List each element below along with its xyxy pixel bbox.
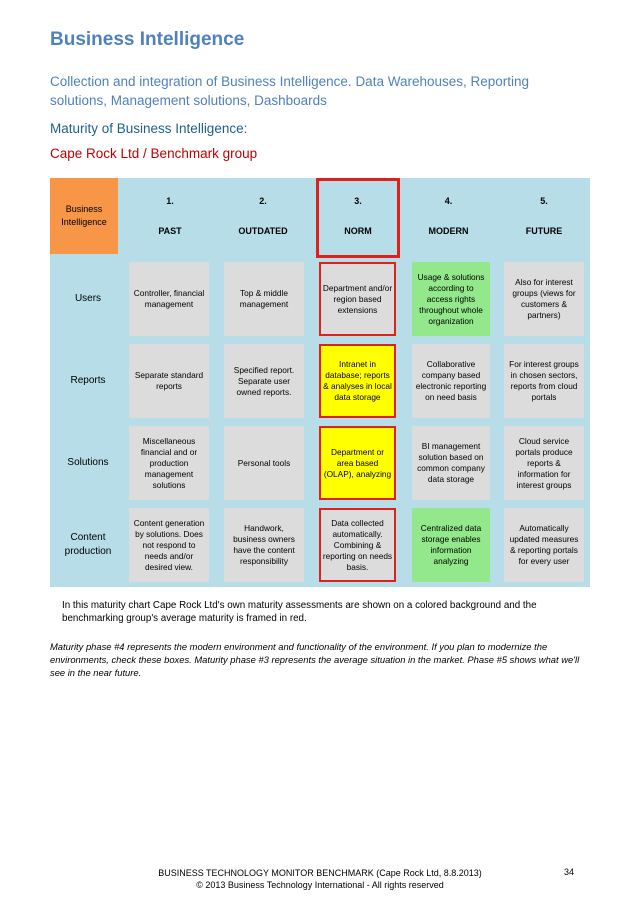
chart-note: In this maturity chart Cape Rock Ltd's own maturity assessments are shown on a colored background and the benchmarking group's average maturity is framed in red. [62,600,537,624]
column-number: 2. [259,195,267,206]
row-header-users: Users [50,260,126,338]
company-heading: Cape Rock Ltd / Benchmark group [50,146,258,161]
cell-content-5: Automatically updated measures & reporting portals for every user [504,508,584,582]
footer-line-1: BUSINESS TECHNOLOGY MONITOR BENCHMARK (Cape Rock Ltd, 8.8.2013) [158,868,482,878]
row-header-reports: Reports [50,341,126,421]
column-header-1 [126,178,214,254]
cell-reports-5: For interest groups in chosen sectors, reports from cloud portals [504,344,584,418]
column-label: NORM [344,225,372,236]
column-number: 4. [444,195,453,206]
column-label: PAST [158,225,182,236]
corner-cell: Business Intelligence [50,178,118,254]
cell-reports-4: Collaborative company based electronic reporting on need basis [412,344,490,418]
column-number: 1. [166,195,174,206]
cell-users-2: Top & middle management [224,262,304,336]
cell-content-1: Content generation by solutions. Does not respond to needs and/or desired view. [129,508,209,582]
column-header-4 [406,178,491,254]
column-label: MODERN [428,225,469,236]
column-header-3 [314,178,402,254]
cell-solutions-2: Personal tools [224,426,304,500]
cell-solutions-3: Department or area based (OLAP), analyzing [319,426,396,500]
cell-solutions-4: BI management solution based on common company data storage [412,426,490,500]
column-label: OUTDATED [238,225,288,236]
page-title: Business Intelligence [50,29,245,50]
subtitle: Collection and integration of Business Intelligence. Data Warehouses, Reporting solutions, Management solutions, Dashboards [50,74,530,108]
column-number: 5. [540,195,548,206]
cell-content-4: Centralized data storage enables information analyzing [412,508,490,582]
cell-reports-2: Specified report. Separate user owned reports. [224,344,304,418]
row-header-solutions: Solutions [50,424,126,502]
column-header-2 [219,178,307,254]
column-number: 3. [354,195,362,206]
footer [130,867,510,891]
page-number: 34 [564,867,575,877]
cell-users-1: Controller, financial management [129,262,209,336]
cell-solutions-1: Miscellaneous financial and or production management solutions [129,426,209,500]
maturity-heading: Maturity of Business Intelligence: [50,121,248,136]
cell-content-3: Data collected automatically. Combining & reporting on needs basis. [319,508,396,582]
cell-reports-3: Intranet in database; reports & analyses in local data storage [319,344,396,418]
column-label: FUTURE [525,225,563,236]
maturity-phase-note: Maturity phase #4 represents the modern environment and functionality of the environment. If you plan to modernize the environments, check these boxes. Maturity phase #3 represents the average situation in the market. Phase #5 shows what we'll see in the near future. [50,641,580,678]
cell-reports-1: Separate standard reports [129,344,209,418]
cell-users-3: Department and/or region based extensions [319,262,396,336]
column-header-5 [498,178,590,254]
cell-content-2: Handwork, business owners have the content responsibility [224,508,304,582]
cell-users-5: Also for interest groups (views for customers & partners) [504,262,584,336]
row-header-content-production: Content production [50,505,126,585]
cell-users-4: Usage & solutions according to access rights throughout whole organization [412,262,490,336]
footer-line-2: © 2013 Business Technology International - All rights reserved [196,880,444,890]
cell-solutions-5: Cloud service portals produce reports & information for interest groups [504,426,584,500]
